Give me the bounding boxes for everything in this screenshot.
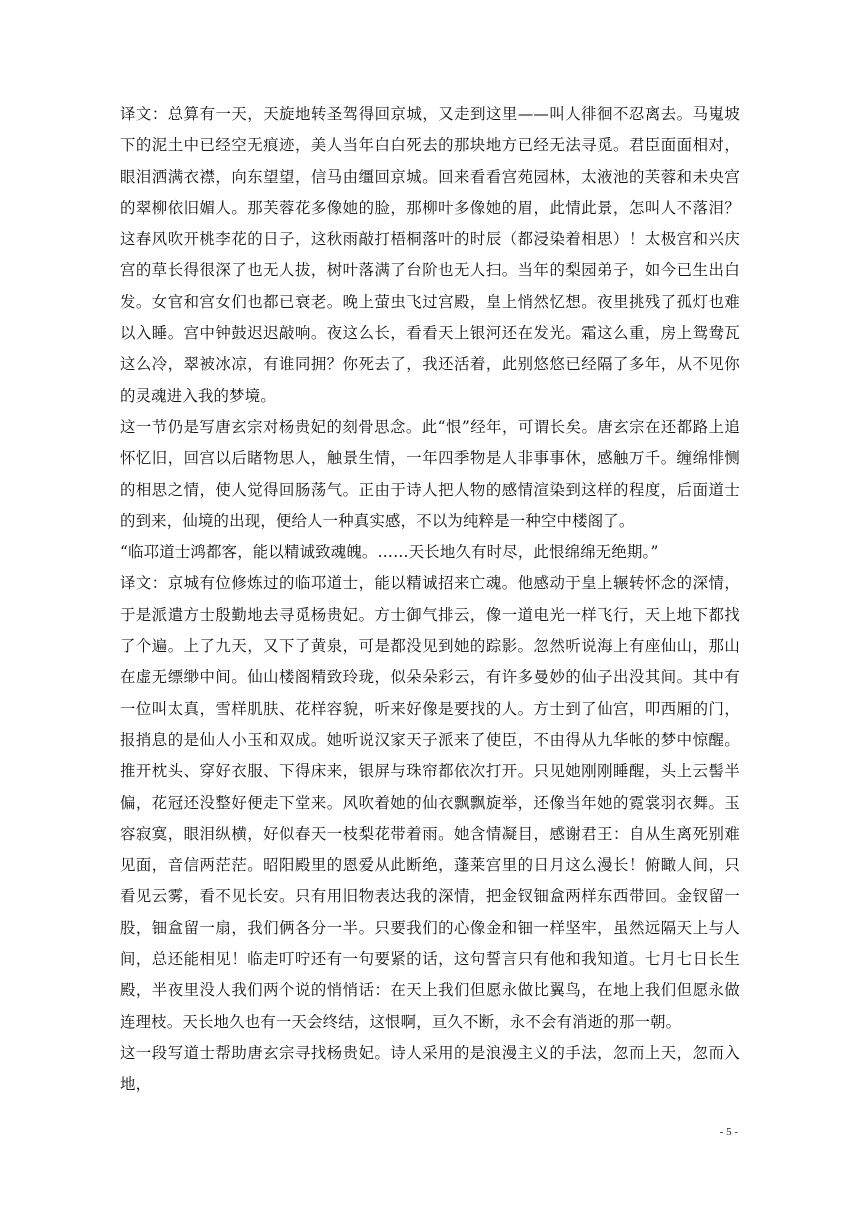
document-body: [120, 99, 740, 1101]
translation-paragraph-1: 译文：总算有一天，天旋地转圣驾得回京城，又走到这里——叫人徘徊不忍离去。马嵬坡下的泥土中已经空无痕迹，美人当年白白死去的那块地方已经无法寻觅。君臣面面相对，眼泪洒满衣襟，向东望望，信马由缰回京城。回来看看宫苑园林，太液池的芙蓉和未央宫的翠柳依旧媚人。那芙蓉花多像她的脸，那柳叶多像她的眉，此情此景，怎叫人不落泪？这春风吹开桃李花的日子，这秋雨敲打梧桐落叶的时辰（都浸染着相思）！太极宫和兴庆宫的草长得很深了也无人拔，树叶落满了台阶也无人扫。当年的梨园弟子，如今已生出白发。女官和宫女们也都已衰老。晚上萤虫飞过宫殿，皇上悄然忆想。夜里挑残了孤灯也难以入睡。宫中钟鼓迟迟敲响。夜这么长，看看天上银河还在发光。霜这么重，房上鸳鸯瓦这么冷，翠被冰凉，有谁同拥？你死去了，我还活着，此别悠悠已经隔了多年，从不见你的灵魂进入我的梦境。: [120, 105, 740, 405]
poem-quote: “临邛道士鸿都客，能以精诚致魂魄。……天长地久有时尽，此恨绵绵无绝期。”: [120, 543, 659, 562]
commentary-paragraph-1: 这一节仍是写唐玄宗对杨贵妃的刻骨思念。此“恨”经年，可谓长矣。唐玄宗在还都路上追怀忆旧，回宫以后睹物思人，触景生情，一年四季物是人非事事休，感触万千。缠绵悱恻的相思之情，使人觉得回肠荡气。正由于诗人把人物的感情渲染到这样的程度，后面道士的到来，仙境的出现，便给人一种真实感，不以为纯粹是一种空中楼阁了。: [120, 417, 740, 530]
page-number: - 5 -: [719, 1126, 738, 1138]
translation-paragraph-2: 译文：京城有位修炼过的临邛道士，能以精诚招来亡魂。他感动于皇上辗转怀念的深情，于是派遣方士殷勤地去寻觅杨贵妃。方士御气排云，像一道电光一样飞行，天上地下都找了个遍。上了九天，又下了黄泉，可是都没见到她的踪影。忽然听说海上有座仙山，那山在虚无缥缈中间。仙山楼阁精致玲珑，似朵朵彩云，有许多曼妙的仙子出没其间。其中有一位叫太真，雪样肌肤、花样容貌，听来好像是要找的人。方士到了仙宫，叩西厢的门，报捎息的是仙人小玉和双成。她听说汉家天子派来了使臣，不由得从九华帐的梦中惊醒。推开枕头、穿好衣服、下得床来，银屏与珠帘都依次打开。只见她刚刚睡醒，头上云髻半偏，花冠还没整好便走下堂来。风吹着她的仙衣飘飘旋举，还像当年她的霓裳羽衣舞。玉容寂寞，眼泪纵横，好似春天一枝梨花带着雨。她含情凝目，感谢君王：自从生离死别难见面，音信两茫茫。昭阳殿里的恩爱从此断绝，蓬莱宫里的日月这么漫长！俯瞰人间，只看见云雾，看不见长安。只有用旧物表达我的深情，把金钗钿盒两样东西带回。金钗留一股，钿盒留一扇，我们俩各分一半。只要我们的心像金和钿一样坚牢，虽然远隔天上与人间，总还能相见！临走叮咛还有一句要紧的话，这句誓言只有他和我知道。七月七日长生殿，半夜里没人我们两个说的悄悄话：在天上我们但愿永做比翼鸟，在地上我们但愿永做连理枝。天长地久也有一天会终结，这恨啊，亘久不断，永不会有消逝的那一朝。: [120, 574, 740, 1031]
commentary-paragraph-2: 这一段写道士帮助唐玄宗寻找杨贵妃。诗人采用的是浪漫主义的手法，忽而上天，忽而入地，: [120, 1043, 740, 1094]
